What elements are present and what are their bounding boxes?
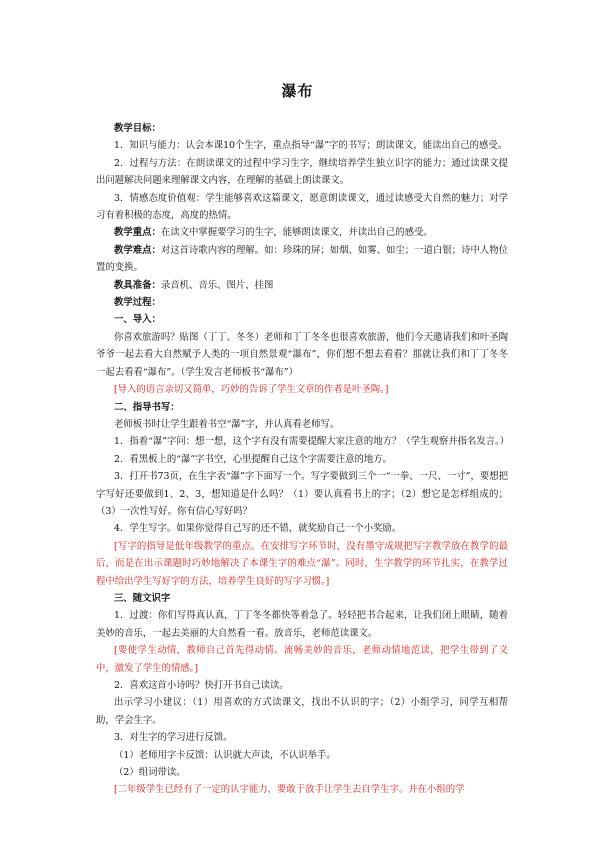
teaching-focus-label: 教学重点：: [114, 227, 161, 239]
section-3-paragraph-5: （1）老师用字卡反馈：认识就大声读，不认识举手。: [114, 749, 336, 761]
teaching-focus: [96, 224, 508, 241]
section-3-comment-2: [二年级学生已经有了一定的认字能力，要敢于放手让学生去自学生字。并在小组的学: [114, 784, 465, 796]
section-1-comment: [导入的语言亲切又简单，巧妙的告诉了学生文章的作者是叶圣陶。]: [114, 384, 389, 396]
objective-1: 1．知识与能力：认会本课10个生字，重点指导“瀑”字的书写；朗读课文，能读出自己的感受。: [114, 140, 508, 152]
objective-3: 3．情感态度价值观：学生能够喜欢这篇课文，愿意朗读课文，通过读感受大自然的魅力；对学习有着积极的态度，高度的热情。: [96, 192, 508, 222]
section-3-heading: 三、随文识字: [114, 592, 171, 604]
teaching-focus-text: 在读文中掌握要学习的生字，能够朗读课文，并读出自己的感受。: [160, 227, 433, 239]
section-2-paragraph-4: 3．打开书73页，在生字表“瀑”字下面写一个。写字要做到三个一“一拳、一尺、一寸”，要想把字写好还要做到1、2、3，想知道是什么吗？（1）要认真看书上的字；（2）想它是怎样组成的；（3）一次性写好。你有信心写好吗？: [96, 471, 508, 517]
section-2-comment: [写字的指导是低年级教学的重点。在安排写字环节时，没有墨守成规把写字教学放在教学的最后，而是在出示课题时巧妙地解决了本课生字的难点“瀑”。同时，生字教学的环节扎实，在教学过程中给出学生写好字的方法，培养学生良好的写字习惯。]: [96, 540, 508, 587]
section-2-paragraph-1: 老师板书时让学生跟着书空“瀑”字，并认真看老师写。: [114, 418, 340, 430]
objectives-heading: 教学目标：: [114, 123, 161, 134]
teaching-difficulty: [96, 242, 508, 277]
page-title: 瀑布: [281, 82, 314, 100]
section-3-paragraph-3: 出示学习小建议：（1）用喜欢的方式读课文，找出不认识的字；（2）小组学习，同学互相帮助，学会生字。: [96, 697, 508, 726]
section-3-comment-1: [要使学生动情，教师自己首先得动情。流畅美妙的音乐，老师动情地范读，把学生带到了文中，激发了学生的情感。]: [96, 645, 508, 674]
section-2-paragraph-3: 2．看黑板上的“瀑”字书空，心里提醒自己这个字需要注意的地方。: [114, 453, 393, 465]
section-2-paragraph-2: 1．指着“瀑”字问：想一想，这个字有没有需要提醒大家注意的地方？（学生观察并指名发言。）: [114, 436, 510, 448]
section-1-heading: 一、导入：: [114, 314, 161, 326]
section-3-paragraph-2: 2．喜欢这首小诗吗？快打开书自己读读。: [114, 680, 289, 691]
section-3-paragraph-4: 3．对生字的学习进行反馈。: [114, 732, 233, 744]
teaching-difficulty-text: 对这首诗歌内容的理解。如：珍珠的屏；如烟、如雾、如尘；一道白银；诗中人物位置的变换。: [96, 244, 508, 274]
section-3-paragraph-1: 1．过渡：你们写得真认真，丁丁冬冬都快等着急了。轻轻把书合起来，让我们闭上眼睛，随着美妙的音乐，一起去美丽的大自然看一看。放音乐，老师范读课文。: [96, 610, 508, 639]
section-1-paragraph: 你喜欢旅游吗？贴图（丁丁、冬冬）老师和丁丁冬冬也很喜欢旅游，他们今天邀请我们和叶圣陶爷爷一起去看大自然赋予人类的一项自然景观“瀑布”，你们想不想去看看？那就让我们和丁丁冬冬一起去看看“瀑布”。（学生发言老师板书“瀑布”）: [96, 331, 508, 378]
section-2-paragraph-5: 4．学生写字。如果你觉得自己写的还不错，就奖励自己一个小奖励。: [114, 523, 402, 535]
objective-2: 2．过程与方法：在朗读课文的过程中学习生字，继续培养学生独立识字的能力；通过读课文提出问题解决问题来理解课文内容，在理解的基础上朗读课文。: [96, 157, 508, 187]
section-3-paragraph-6: （2）组词带读。: [114, 767, 186, 779]
document-body: [96, 120, 508, 799]
teaching-tools: [96, 277, 508, 294]
teaching-tools-label: 教具准备：: [114, 279, 161, 291]
section-2-heading: 二、指导书写：: [114, 401, 180, 413]
teaching-tools-text: 录音机、音乐、图片、挂图: [160, 279, 274, 291]
process-heading: 教学过程：: [114, 297, 161, 309]
teaching-difficulty-label: 教学难点：: [114, 244, 161, 256]
